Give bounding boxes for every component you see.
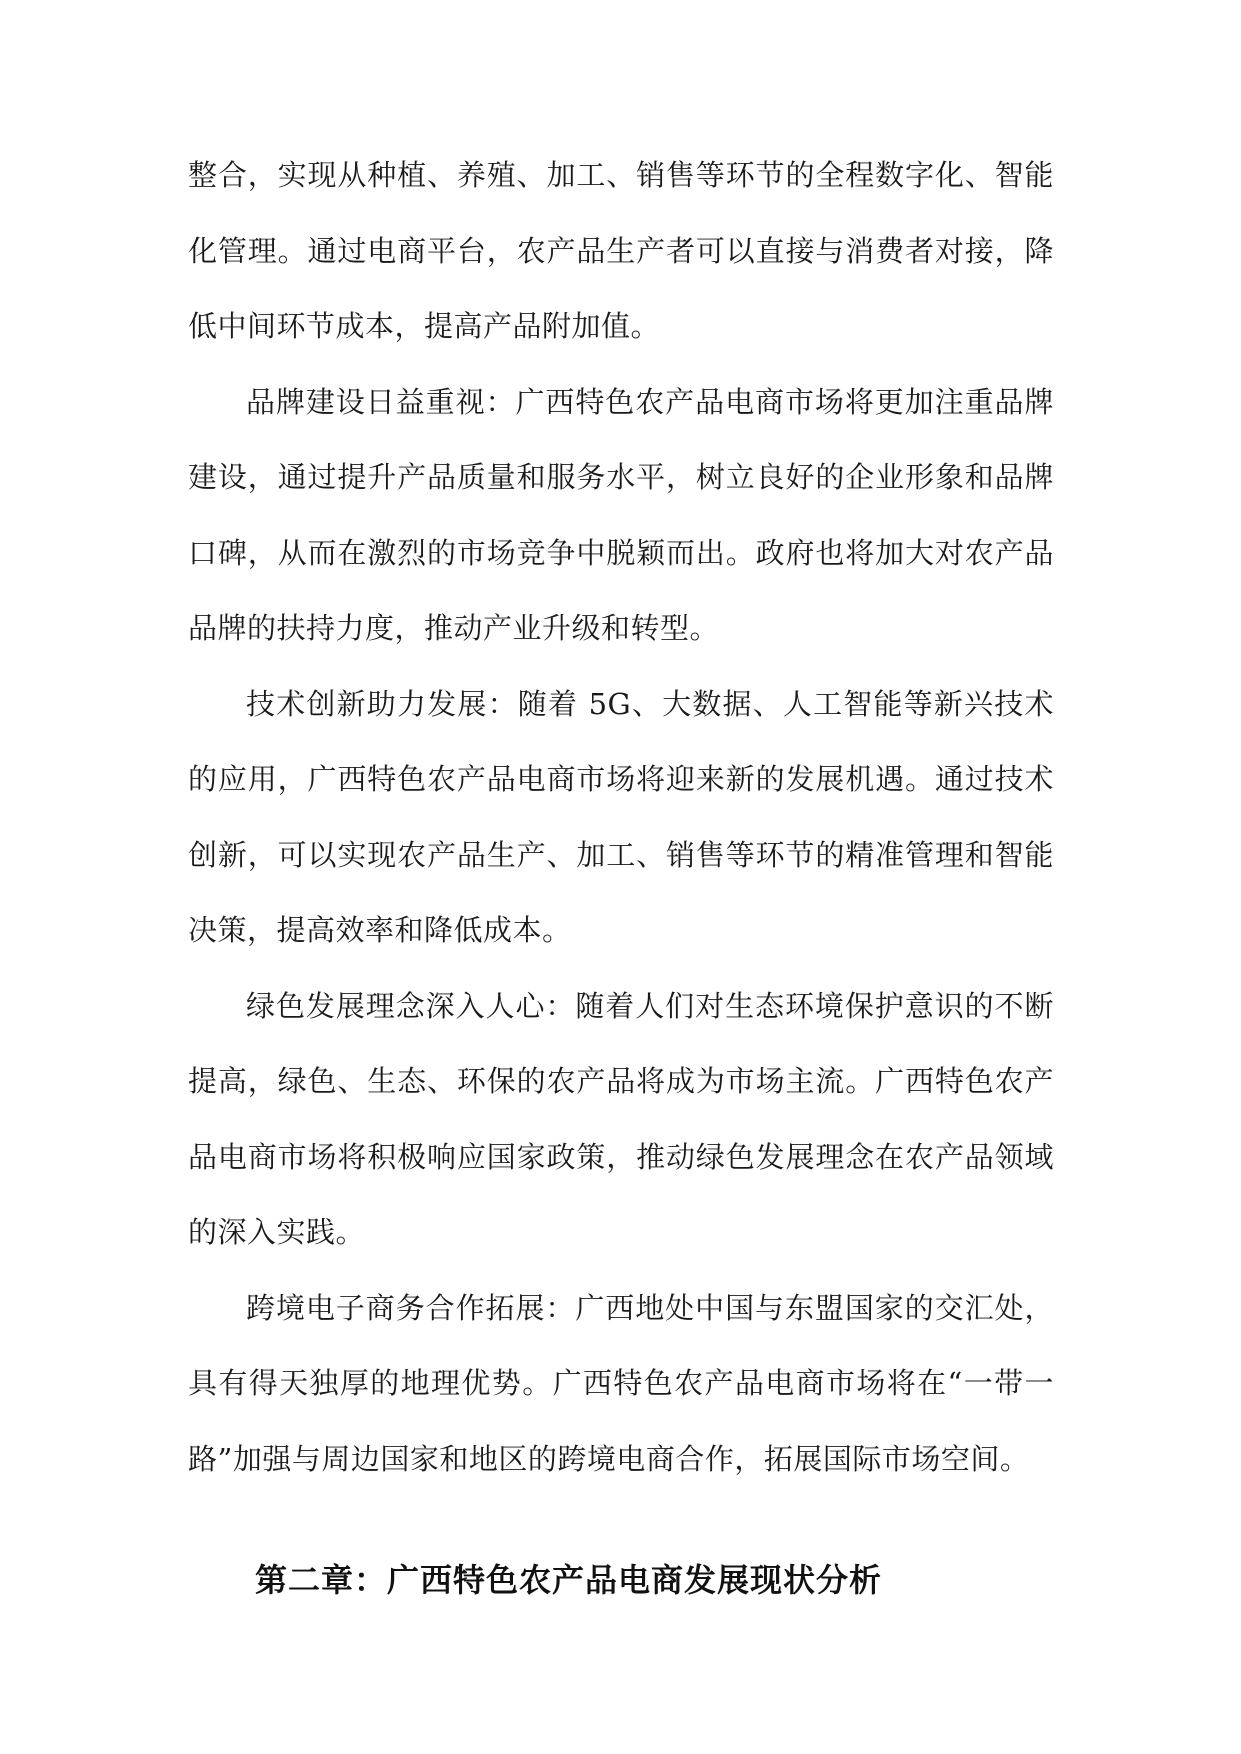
paragraph-continuation: 整合，实现从种植、养殖、加工、销售等环节的全程数字化、智能化管理。通过电商平台，农产品生产者可以直接与消费者对接，降低中间环节成本，提高产品附加值。 bbox=[188, 158, 1054, 343]
chapter-heading: 第二章：广西特色农产品电商发展现状分析 bbox=[255, 1561, 883, 1599]
paragraph-brand-building: 品牌建设日益重视：广西特色农产品电商市场将更加注重品牌建设，通过提升产品质量和服务水平，树立良好的企业形象和品牌口碑，从而在激烈的市场竞争中脱颖而出。政府也将加大对农产品品牌的扶持力度，推动产业升级和转型。 bbox=[188, 384, 1054, 645]
paragraph-cross-border: 跨境电子商务合作拓展：广西地处中国与东盟国家的交汇处，具有得天独厚的地理优势。广西特色农产品电商市场将在“一带一路”加强与周边国家和地区的跨境电商合作，拓展国际市场空间。 bbox=[188, 1290, 1054, 1476]
paragraph-green-development: 绿色发展理念深入人心：随着人们对生态环境保护意识的不断提高，绿色、生态、环保的农产品将成为市场主流。广西特色农产品电商市场将积极响应国家政策，推动绿色发展理念在农产品领域的深入实践。 bbox=[188, 988, 1054, 1249]
document-body bbox=[188, 138, 1054, 1497]
paragraph-tech-innovation: 技术创新助力发展：随着 5G、大数据、人工智能等新兴技术的应用，广西特色农产品电商市场将迎来新的发展机遇。通过技术创新，可以实现农产品生产、加工、销售等环节的精准管理和智能决策，提高效率和降低成本。 bbox=[188, 686, 1054, 947]
